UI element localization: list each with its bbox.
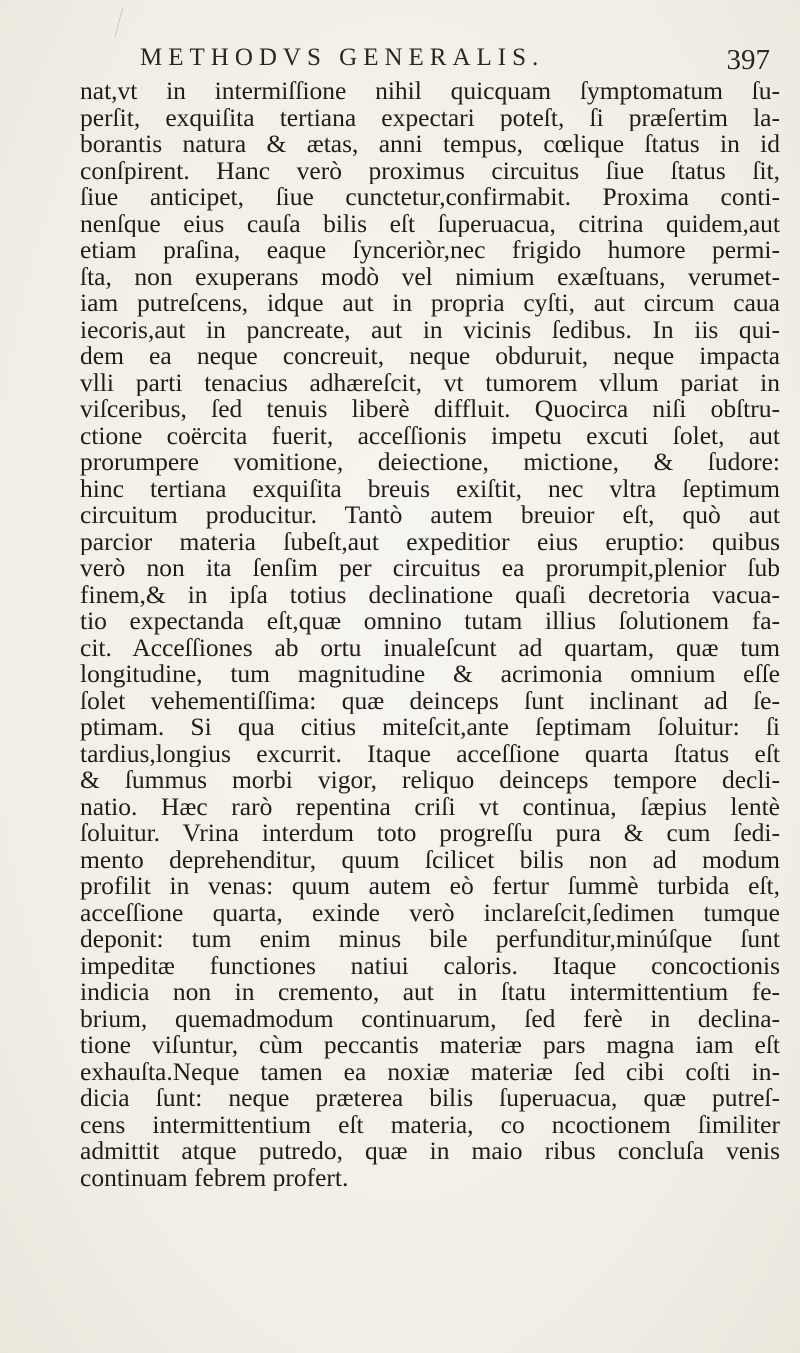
text-line: hinc tertiana exquiſita breuis exiſtit, nec vltra ſeptimum xyxy=(80,475,780,502)
page-number: 397 xyxy=(726,44,770,76)
text-line: cens intermittentium eſt materia, co ncoctionem ſimiliter xyxy=(80,1111,780,1138)
text-line: ctione coërcita fuerit, acceſſionis impetu excuti ſolet, aut xyxy=(80,422,780,449)
page-smudge xyxy=(114,8,140,42)
text-line: viſceribus, ſed tenuis liberè diffluit. Quocirca niſi obſtru- xyxy=(80,396,780,423)
text-line: circuitum producitur. Tantò autem breuior eſt, quò aut xyxy=(80,502,780,529)
text-line: perſit, exquiſita tertiana expectari poteſt, ſi præſertim la- xyxy=(80,104,780,131)
text-line: dicia ſunt: neque præterea bilis ſuperuacua, quæ putreſ- xyxy=(80,1085,780,1112)
text-line: ſiue anticipet, ſiue cunctetur,confirmabit. Proxima conti- xyxy=(80,184,780,211)
text-line: brium, quemadmodum continuarum, ſed ferè in declina- xyxy=(80,1005,780,1032)
text-line: natio. Hæc rarò repentina criſi vt continua, ſæpius lentè xyxy=(80,793,780,820)
text-line: deponit: tum enim minus bile perfunditur,minúſque ſunt xyxy=(80,926,780,953)
text-line: iecoris,aut in pancreate, aut in vicinis ſedibus. In iis qui- xyxy=(80,316,780,343)
text-line: admittit atque putredo, quæ in maio ribus concluſa venis xyxy=(80,1138,780,1165)
running-title: METHODVS GENERALIS. xyxy=(140,44,545,71)
text-line: mento deprehenditur, quum ſcilicet bilis non ad modum xyxy=(80,846,780,873)
text-line: acceſſione quarta, exinde verò inclareſcit,ſedimen tumque xyxy=(80,899,780,926)
text-line: vlli parti tenacius adhæreſcit, vt tumorem vllum pariat in xyxy=(80,369,780,396)
text-line: longitudine, tum magnitudine & acrimonia omnium eſſe xyxy=(80,661,780,688)
text-line: tio expectanda eſt,quæ omnino tutam illius ſolutionem fa- xyxy=(80,608,780,635)
text-line: etiam praſina, eaque ſynceriòr,nec frigido humore permi- xyxy=(80,237,780,264)
text-line: ptimam. Si qua citius miteſcit,ante ſeptimam ſoluitur: ſi xyxy=(80,714,780,741)
text-line: tardius,longius excurrit. Itaque acceſſione quarta ſtatus eſt xyxy=(80,740,780,767)
text-line: impeditæ functiones natiui caloris. Itaque concoctionis xyxy=(80,952,780,979)
text-line: parcior materia ſubeſt,aut expeditior eius eruptio: quibus xyxy=(80,528,780,555)
text-line: verò non ita ſenſim per circuitus ea prorumpit,plenior ſub xyxy=(80,555,780,582)
text-line: nat,vt in intermiſſione nihil quicquam ſymptomatum ſu- xyxy=(80,78,780,105)
text-line: borantis natura & ætas, anni tempus, cœlique ſtatus in id xyxy=(80,131,780,158)
text-line: & ſummus morbi vigor, reliquo deinceps tempore decli- xyxy=(80,767,780,794)
text-line: nenſque eius cauſa bilis eſt ſuperuacua, citrina quidem,aut xyxy=(80,210,780,237)
text-line: iam putreſcens, idque aut in propria cyſti, aut circum caua xyxy=(80,290,780,317)
text-line: ſoluitur. Vrina interdum toto progreſſu pura & cum ſedi- xyxy=(80,820,780,847)
text-line: dem ea neque concreuit, neque obduruit, neque impacta xyxy=(80,343,780,370)
text-line: cit. Acceſſiones ab ortu inualeſcunt ad quartam, quæ tum xyxy=(80,634,780,661)
text-line: finem,& in ipſa totius declinatione quaſi decretoria vacua- xyxy=(80,581,780,608)
text-line: prorumpere vomitione, deiectione, mictione, & ſudore: xyxy=(80,449,780,476)
body-text xyxy=(80,78,780,1191)
text-line: ſolet vehementiſſima: quæ deinceps ſunt inclinant ad ſe- xyxy=(80,687,780,714)
text-line: ſta, non exuperans modò vel nimium exæſtuans, verumet- xyxy=(80,263,780,290)
text-line: indicia non in cremento, aut in ſtatu intermittentium fe- xyxy=(80,979,780,1006)
text-line: exhauſta.Neque tamen ea noxiæ materiæ ſed cibi coſti in- xyxy=(80,1058,780,1085)
text-line: tione viſuntur, cùm peccantis materiæ pars magna iam eſt xyxy=(80,1032,780,1059)
text-line: conſpirent. Hanc verò proximus circuitus ſiue ſtatus ſit, xyxy=(80,157,780,184)
text-line: profilit in venas: quum autem eò fertur ſummè turbida eſt, xyxy=(80,873,780,900)
text-line: continuam febrem profert. xyxy=(80,1164,349,1191)
